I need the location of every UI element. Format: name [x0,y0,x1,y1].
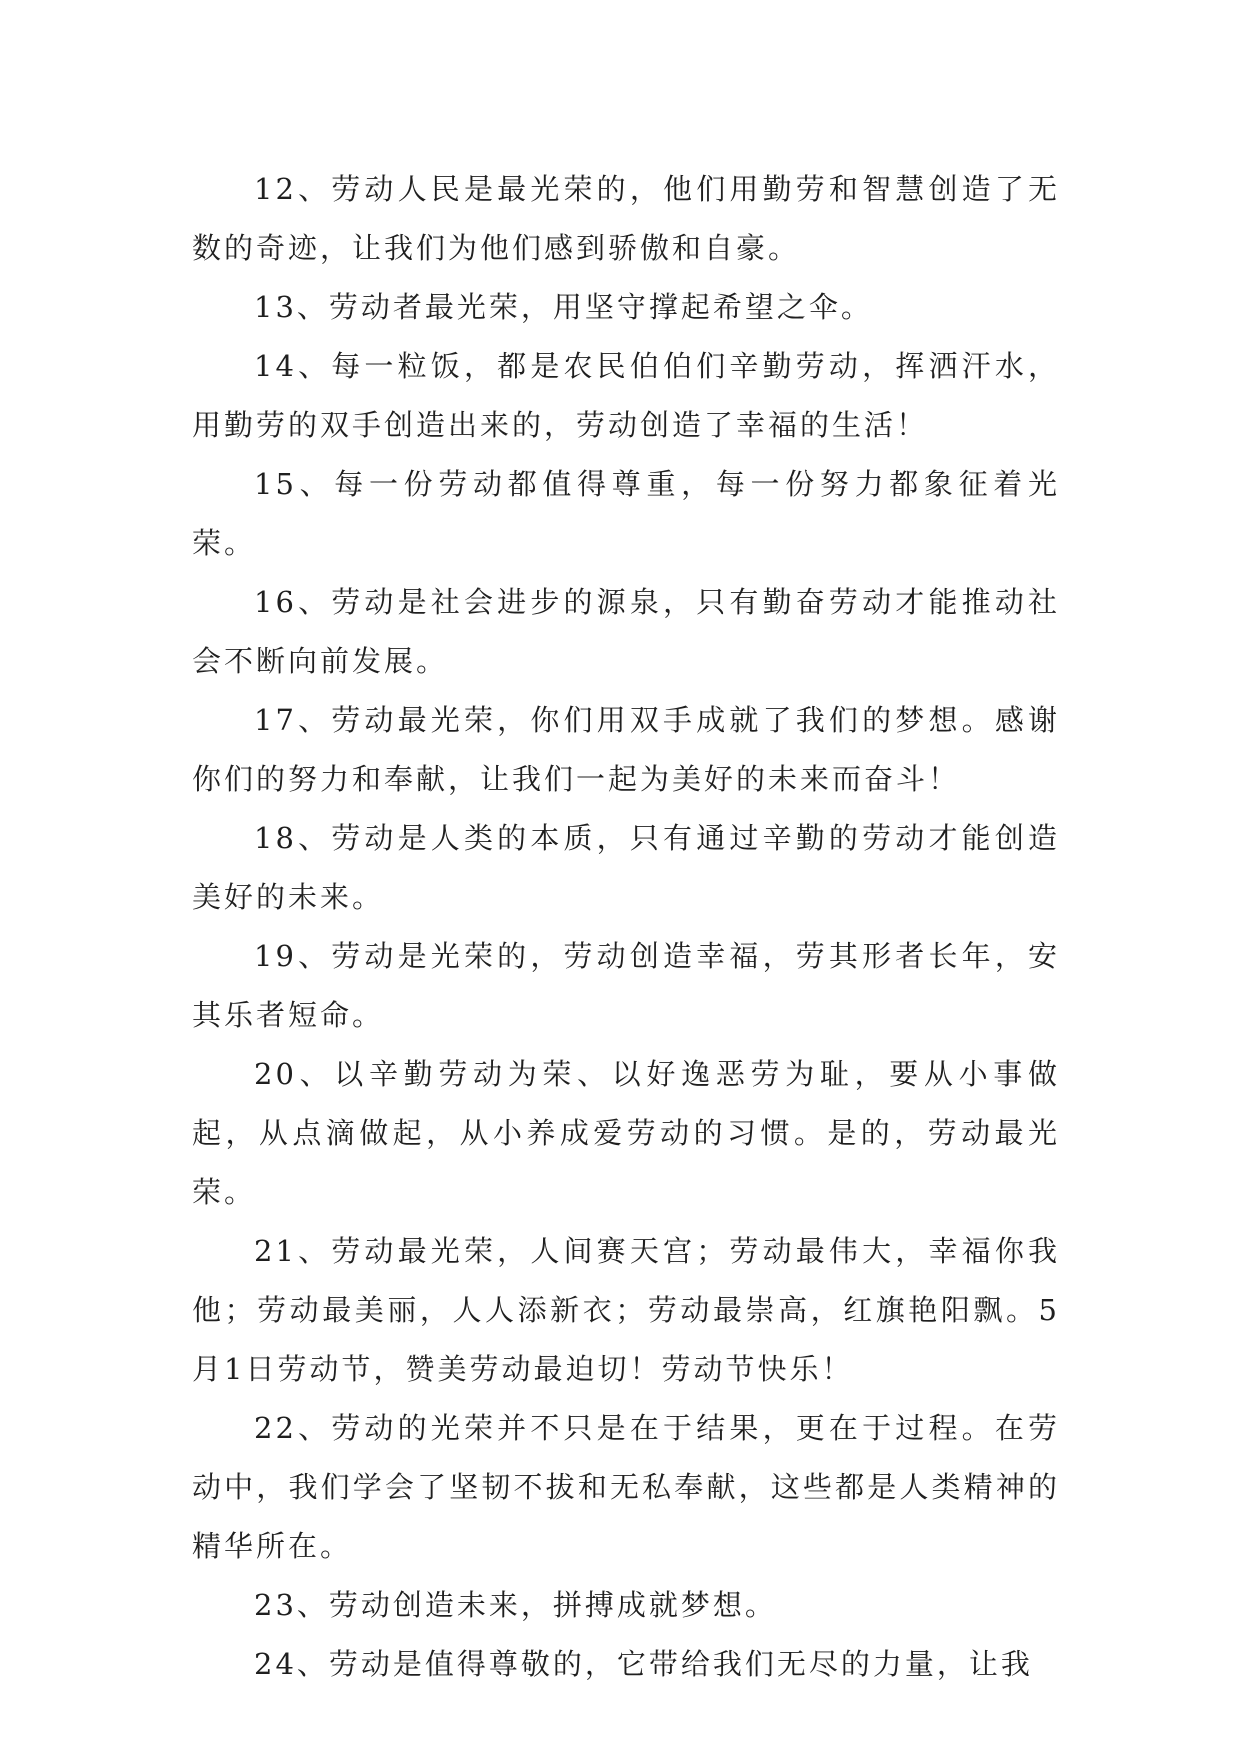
paragraph-24: 24、劳动是值得尊敬的，它带给我们无尽的力量，让我 [254,1647,1033,1681]
paragraph-15: 15、每一份劳动都值得尊重，每一份努力都象征着光荣。 [192,467,1060,560]
paragraph-22: 22、劳动的光荣并不只是在于结果，更在于过程。在劳动中，我们学会了坚韧不拔和无私奉献，这些都是人类精神的精华所在。 [192,1411,1060,1563]
paragraph-18: 18、劳动是人类的本质，只有通过辛勤的劳动才能创造美好的未来。 [192,821,1060,914]
paragraph-13: 13、劳动者最光荣，用坚守撑起希望之伞。 [254,290,873,324]
paragraph-16: 16、劳动是社会进步的源泉，只有勤奋劳动才能推动社会不断向前发展。 [192,585,1060,678]
document-body [192,160,1060,1694]
paragraph-12: 12、劳动人民是最光荣的，他们用勤劳和智慧创造了无数的奇迹，让我们为他们感到骄傲和自豪。 [192,172,1060,265]
paragraph-20: 20、以辛勤劳动为荣、以好逸恶劳为耻，要从小事做起，从点滴做起，从小养成爱劳动的习惯。是的，劳动最光荣。 [192,1057,1060,1209]
paragraph-23: 23、劳动创造未来，拼搏成就梦想。 [254,1588,777,1622]
paragraph-14: 14、每一粒饭，都是农民伯伯们辛勤劳动，挥洒汗水，用勤劳的双手创造出来的，劳动创造了幸福的生活！ [192,349,1060,442]
paragraph-19: 19、劳动是光荣的，劳动创造幸福，劳其形者长年，安其乐者短命。 [192,939,1060,1032]
paragraph-17: 17、劳动最光荣，你们用双手成就了我们的梦想。感谢你们的努力和奉献，让我们一起为美好的未来而奋斗！ [192,703,1060,796]
paragraph-21: 21、劳动最光荣，人间赛天宫；劳动最伟大，幸福你我他；劳动最美丽，人人添新衣；劳动最崇高，红旗艳阳飘。5月1日劳动节，赞美劳动最迫切！劳动节快乐！ [192,1234,1060,1386]
